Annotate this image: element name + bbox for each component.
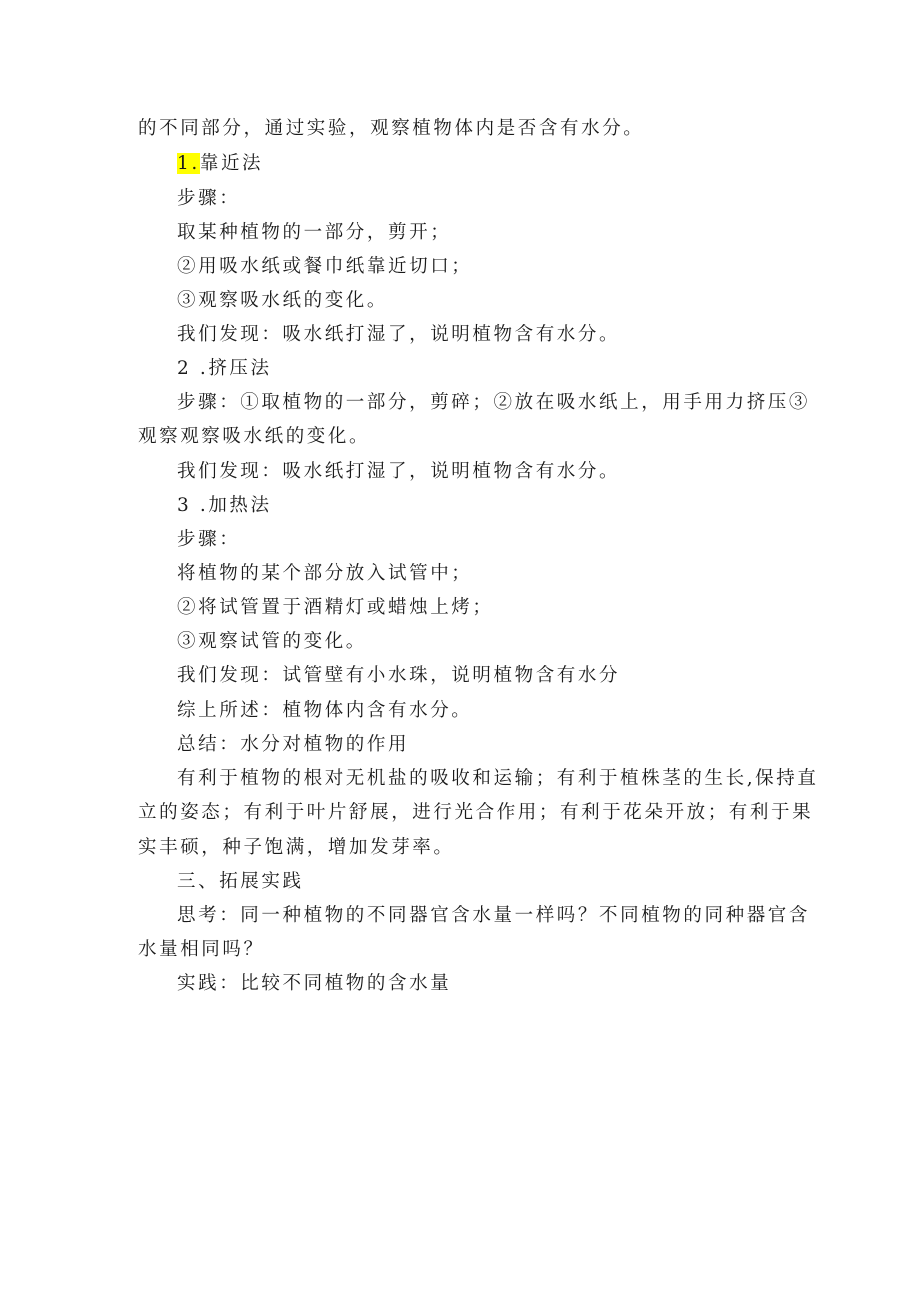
- section-heading-3: 3 .加热法: [177, 495, 272, 516]
- section-heading-extension: 三、拓展实践: [177, 871, 304, 892]
- paragraph-line: 立的姿态；有利于叶片舒展，进行光合作用；有利于花朵开放；有利于果: [138, 802, 814, 823]
- paragraph-line: 的不同部分，通过实验，观察植物体内是否含有水分。: [138, 118, 645, 139]
- steps-label: 步骤：: [177, 188, 241, 209]
- paragraph-line: 水量相同吗？: [138, 939, 265, 960]
- summary-line: 综上所述：植物体内含有水分。: [177, 700, 473, 721]
- paragraph-line: 有利于植物的根对无机盐的吸收和运输；有利于植株茎的生长,保持直: [177, 768, 819, 789]
- step-line: ②将试管置于酒精灯或蜡烛上烤；: [177, 597, 494, 618]
- steps-label: 步骤：: [177, 529, 241, 550]
- step-line: ②用吸水纸或餐巾纸靠近切口；: [177, 256, 473, 277]
- steps-line-continued: 观察观察吸水纸的变化。: [138, 426, 371, 447]
- section-heading-2: 2 .挤压法: [177, 358, 272, 379]
- paragraph-line: 实丰硕，种子饱满，增加发芽率。: [138, 837, 455, 858]
- section-heading-1-text: 靠近法: [199, 153, 264, 174]
- conclusion-heading: 总结：水分对植物的作用: [177, 734, 410, 755]
- practice-line: 实践：比较不同植物的含水量: [177, 973, 452, 994]
- steps-line: 步骤：①取植物的一部分，剪碎；②放在吸水纸上，用手用力挤压③: [177, 392, 811, 413]
- step-line: 将植物的某个部分放入试管中；: [177, 563, 473, 584]
- step-line: ③观察吸水纸的变化。: [177, 290, 389, 311]
- highlighted-number: 1.: [177, 153, 200, 174]
- finding-line: 我们发现：吸水纸打湿了，说明植物含有水分。: [177, 324, 621, 345]
- step-line: ③观察试管的变化。: [177, 631, 367, 652]
- step-line: 取某种植物的一部分，剪开；: [177, 222, 452, 243]
- finding-line: 我们发现：试管壁有小水珠，说明植物含有水分: [177, 665, 621, 686]
- section-heading-1: [177, 153, 263, 175]
- paragraph-line: 思考：同一种植物的不同器官含水量一样吗？不同植物的同种器官含: [177, 905, 811, 926]
- finding-line: 我们发现：吸水纸打湿了，说明植物含有水分。: [177, 461, 621, 482]
